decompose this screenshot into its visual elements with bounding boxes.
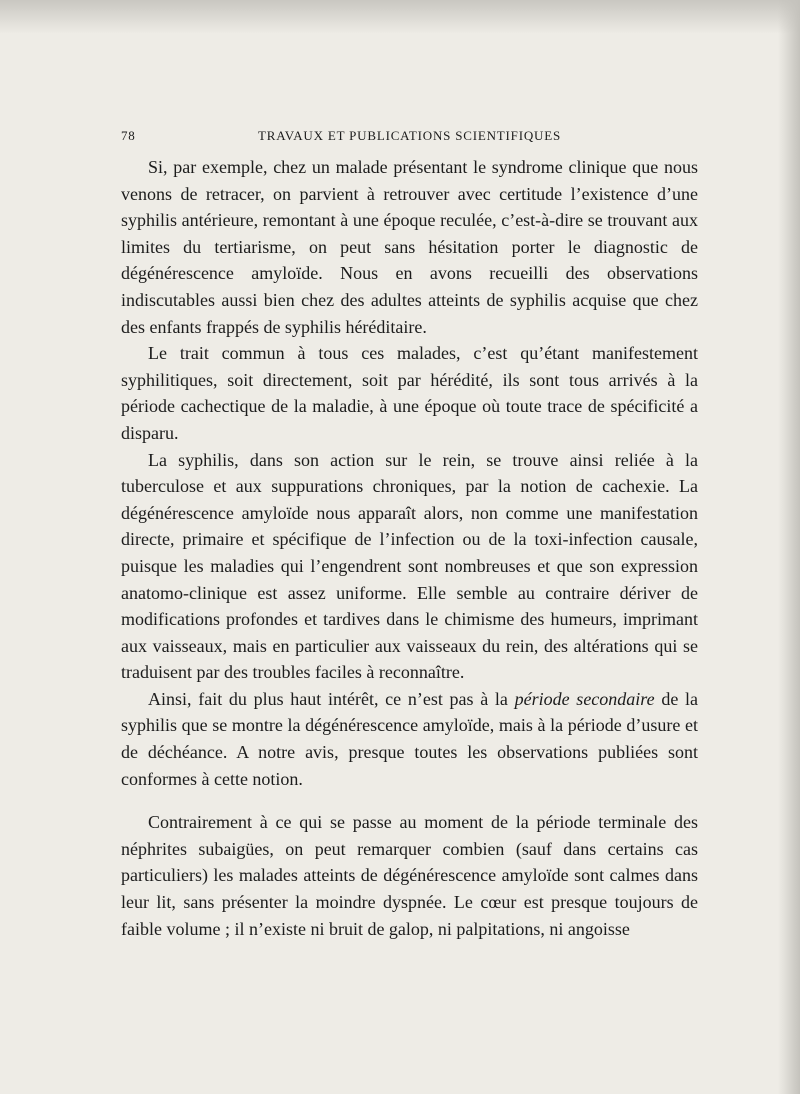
scan-shadow-right (778, 0, 800, 1094)
running-head (121, 128, 698, 148)
page (121, 128, 698, 942)
paragraph-text: de la syphilis que se montre la dégénérescence amyloïde, mais à la période d’usure et de déchéance. A notre avis, presque toutes les observations publiées sont conformes à cette notion. (121, 688, 699, 789)
italic-term: période secondaire (514, 688, 655, 709)
paragraph-text: Ainsi, fait du plus haut intérêt, ce n’est pas à la (148, 688, 515, 709)
running-title: TRAVAUX ET PUBLICATIONS SCIENTIFIQUES (258, 128, 561, 143)
paragraph-common-trait: Le trait commun à tous ces malades, c’est qu’étant manifestement syphilitiques, soit directement, soit par hérédité, ils sont tous arrivés à la période cachectique de la maladie, à une époque où toute trace de spécificité a disparu. (121, 343, 698, 443)
body-text (121, 154, 698, 942)
paragraph-secondary-period (121, 686, 698, 792)
scan-shadow-top (0, 0, 800, 34)
page-number: 78 (121, 128, 136, 143)
paragraph-syphilis-diagnosis: Si, par exemple, chez un malade présentant le syndrome clinique que nous venons de retracer, on parvient à retrouver avec certitude l’existence d’une syphilis antérieure, remontant à une époque reculée, c’est-à-dire se trouvant aux limites du tertiarisme, on peut sans hésitation porter le diagnostic de dégénérescence amyloïde. Nous en avons recueilli des observations indiscutables aussi bien chez des adultes atteints de syphilis acquise que chez des enfants frappés de syphilis héréditaire. (121, 157, 698, 337)
paragraph-terminal-period: Contrairement à ce qui se passe au moment de la période terminale des néphrites subaigües, on peut remarquer combien (sauf dans certains cas particuliers) les malades atteints de dégénérescence amyloïde sont calmes dans leur lit, sans présenter la moindre dyspnée. Le cœur est presque toujours de faible volume ; il n’existe ni bruit de galop, ni palpitations, ni angoisse (121, 812, 698, 939)
paragraph-cachexia: La syphilis, dans son action sur le rein, se trouve ainsi reliée à la tuberculose et aux suppurations chroniques, par la notion de cachexie. La dégénérescence amyloïde nous apparaît alors, non comme une manifestation directe, primaire et spécifique de l’infection ou de la toxi-infection causale, puisque les maladies qui l’engendrent sont nombreuses et que son expression anatomo-clinique est assez uniforme. Elle semble au contraire dériver de modifications profondes et tardives dans le chimisme des humeurs, imprimant aux vaisseaux, mais en particulier aux vaisseaux du rein, des altérations qui se traduisent par des troubles faciles à reconnaître. (121, 449, 698, 683)
